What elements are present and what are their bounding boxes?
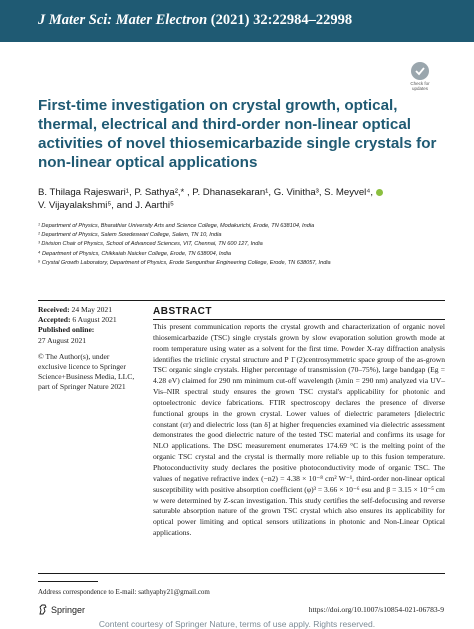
orcid-icon[interactable]: [376, 189, 383, 196]
springer-logo-text: Springer: [51, 604, 86, 615]
accepted-date: [38, 315, 136, 325]
received-value: 24 May 2021: [71, 305, 113, 314]
author-list: [38, 186, 438, 212]
author-line-1-text: B. Thilaga Rajeswari¹, P. Sathya²,* , P. Dhanasekaran¹, G. Vinitha³, S. Meyvel⁴,: [38, 187, 374, 198]
received-label: Received:: [38, 305, 70, 314]
journal-volume: (2021) 32:22984–22998: [210, 12, 353, 28]
affiliations: [38, 222, 458, 268]
abstract-top-rule: [38, 300, 445, 301]
journal-name: J Mater Sci: Mater Electron: [38, 12, 208, 28]
springer-horse-icon: [38, 604, 48, 615]
abstract-heading-rule: [153, 319, 445, 320]
affiliation-3: ³ Division Chair of Physics, School of Advanced Sciences, VIT, Chennai, TN 600 127, India: [38, 241, 263, 248]
abstract-heading: ABSTRACT: [153, 306, 212, 317]
footnote-rule: [38, 581, 98, 582]
journal-title: [38, 12, 352, 29]
received-date: [38, 305, 136, 315]
doi-link[interactable]: https://doi.org/10.1007/s10854-021-06783-9: [308, 605, 444, 614]
abstract-body: This present communication reports the crystal growth and characterization of organic novel thiosemicarbazide (TSC) single crystals grown by slow evaporation solution growth mode at room temperature using water as a solvent for the first time. Powder X-ray diffraction analysis identifies the triclinic crystal structure and P 1̄ (2)centrosymmetric space group of the as-grown TSC organic single crystals. Higher percentage of transmission (70–75%), large bandgap (Eg = 4.28 eV) claimed for 290 nm minimum cut-off wavelength (λmin = 290 nm) analyzed via UV–Vis–NIR spectral study ensures the grown TSC crystal's applicability for photonic and optoelectronic device fabrications. FTIR spectroscopy declares the presence of diverse functional groups in the grown crystal. Lower values of dielectric parameters [dielectric constant (εr) and dielectric loss (tan δ] at higher frequencies examined via dielectric assessment demonstrates the good dielectric nature of the tested TSC material and confirms its usage for NLO applications. The DSC measurement enumerates 174.69 °C is the melting point of the organic TSC crystal and the crystal is thermally more reliable up to this fusion temperature. Photoconductivity study declares the positive photoconductivity mode of organic TSC. The values of negative refractive index (−n2) = 4.38 × 10⁻⁸ cm² W⁻¹, third-order non-linear optical susceptibility with positive absorption coefficient (φ)³ = 3.66 × 10⁻⁶ esu and β = 3.15 × 10⁻⁵ cm w were determined by Z-scan investigation. This study certifies the self-defocusing and reverse saturable absorption nature of the grown TSC crystal which also ensures its applicability for optical power limiting and optical sensors utilizations in photonic and Non-Linear Optical applications.: [153, 322, 445, 538]
author-line-2: V. Vijayalakshmi⁵, and J. Aarthi⁵: [38, 200, 174, 211]
affiliation-4: ⁴ Department of Physics, Chikkaiah Naicker College, Erode, TN 638004, India: [38, 250, 232, 257]
affiliation-2: ² Department of Physics, Salem Sowdeswari College, Salem, TN 10, India: [38, 232, 222, 239]
published-value: 27 August 2021: [38, 335, 87, 345]
affiliation-1: ¹ Department of Physics, Bharathiar University Arts and Science College, Modakurichi, Erode, TN 638104, India: [38, 223, 315, 229]
article-history-sidebar: [38, 305, 136, 393]
springer-logo[interactable]: [38, 604, 85, 615]
affiliation-5: ⁵ Crystal Growth Laboratory, Department of Physics, Erode Sengunthar Engineering College, Erode, TN 638057, India: [38, 259, 331, 266]
check-for-updates-label: Check for updates: [410, 81, 430, 91]
published-label: Published online:: [38, 325, 95, 335]
abstract-bottom-rule: [38, 573, 445, 574]
check-for-updates-badge[interactable]: [405, 62, 435, 91]
accepted-value: 6 August 2021: [72, 315, 117, 325]
copyright-notice: © The Author(s), under exclusive licence to Springer Science+Business Media, LLC, part of Springer Nature 2021: [38, 351, 135, 392]
check-for-updates-icon: [411, 62, 429, 80]
accepted-label: Accepted:: [38, 315, 71, 325]
correspondence-note: Address correspondence to E-mail: sathyaphy21@gmail.com: [38, 588, 210, 596]
author-line-1: [38, 186, 438, 199]
courtesy-notice: Content courtesy of Springer Nature, terms of use apply. Rights reserved.: [98, 619, 376, 629]
article-title: First-time investigation on crystal growth, optical, thermal, electrical and third-order non-linear optical activities of novel thiosemicarbazide single crystals for non-linear optical applications: [38, 97, 437, 171]
